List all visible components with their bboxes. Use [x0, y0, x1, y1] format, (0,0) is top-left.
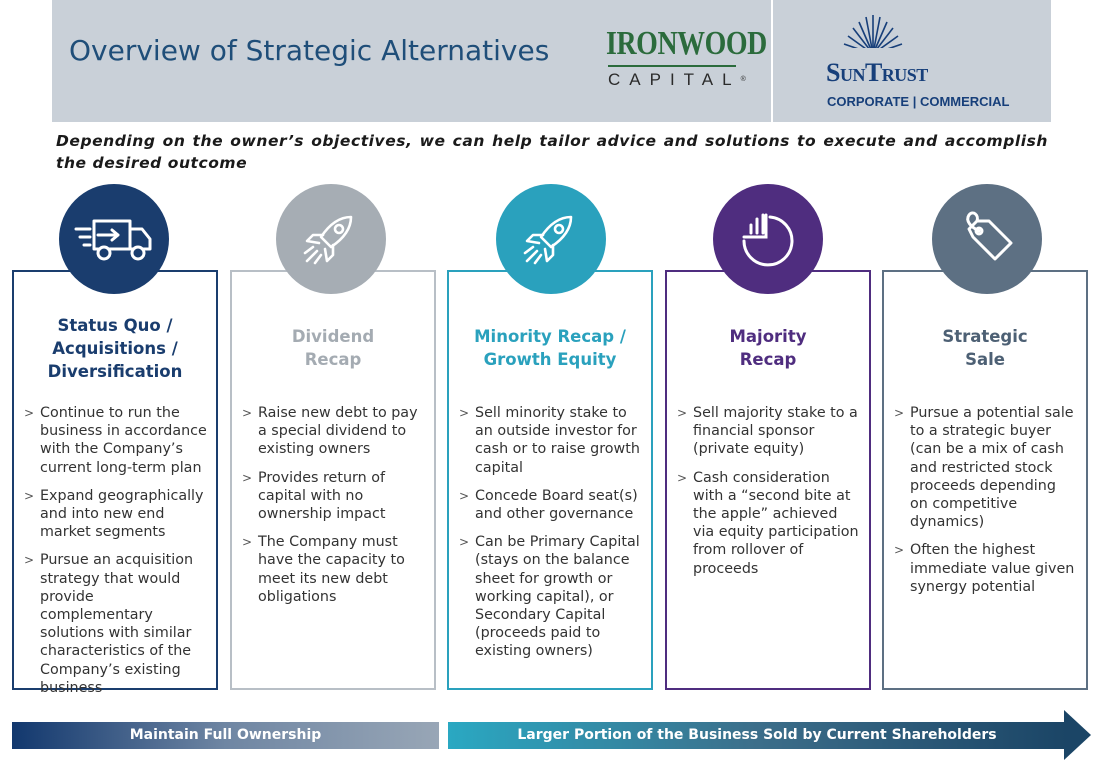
price-tag-icon	[932, 184, 1042, 294]
column-dividend-recap	[230, 270, 436, 690]
sunburst-icon	[838, 14, 908, 56]
column-minority-recap	[447, 270, 653, 690]
column-title: Dividend Recap	[291, 327, 375, 369]
portion-sold-band: Larger Portion of the Business Sold by Current Shareholders	[448, 722, 1066, 749]
maintain-ownership-band: Maintain Full Ownership	[12, 722, 439, 749]
rocket-icon	[276, 184, 386, 294]
ironwood-logo-sub: CAPITAL®	[608, 70, 746, 89]
ironwood-logo-name: IRONWOOD	[606, 25, 767, 62]
list-item: > Often the highest immediate value given synergy potential	[894, 541, 1078, 596]
list-item: > Raise new debt to pay a special dividend to existing owners	[242, 404, 426, 459]
column-majority-recap	[665, 270, 871, 690]
column-strategic-sale	[882, 270, 1088, 690]
list-item: > Continue to run the business in accordance with the Company’s current long-term plan	[24, 404, 208, 477]
subtitle: Depending on the owner’s objectives, we can help tailor advice and solutions to execute and accomplish the desired outcome	[56, 132, 1048, 172]
list-item: > The Company must have the capacity to meet its new debt obligations	[242, 533, 426, 606]
header-divider	[771, 0, 773, 122]
bullet-list	[677, 404, 861, 588]
list-item: > Concede Board seat(s) and other governance	[459, 487, 643, 523]
list-item: > Sell minority stake to an outside investor for cash or to raise growth capital	[459, 404, 643, 477]
suntrust-logo	[822, 14, 1022, 114]
truck-icon	[59, 184, 169, 294]
header-banner	[52, 0, 1051, 122]
list-item: > Cash consideration with a “second bite at the apple” achieved via equity participation from rollover of proceeds	[677, 469, 861, 578]
list-item: > Can be Primary Capital (stays on the balance sheet for growth or working capital), or Secondary Capital (proceeds paid to existing owners)	[459, 533, 643, 660]
ironwood-logo-rule	[608, 65, 736, 67]
list-item: > Pursue an acquisition strategy that would provide complementary solutions with similar characteristics of the Company’s existing business	[24, 551, 208, 697]
arrow-head-icon	[1064, 710, 1092, 760]
column-title: Minority Recap / Growth Equity	[474, 327, 626, 369]
ironwood-capital-logo	[606, 25, 767, 96]
list-item: > Provides return of capital with no ownership impact	[242, 469, 426, 524]
list-item: > Expand geographically and into new end market segments	[24, 487, 208, 542]
page-title: Overview of Strategic Alternatives	[69, 34, 550, 67]
bullet-list	[894, 404, 1078, 606]
bullet-list	[24, 404, 208, 707]
column-title: Status Quo / Acquisitions / Diversification	[47, 316, 183, 381]
suntrust-logo-sub: CORPORATE | COMMERCIAL	[827, 94, 1010, 109]
list-item: > Pursue a potential sale to a strategic buyer (can be a mix of cash and restricted stock proceeds depending on competitive dynamics)	[894, 404, 1078, 531]
rocket-icon	[496, 184, 606, 294]
suntrust-logo-name: SunTrust	[826, 58, 928, 87]
bullet-list	[242, 404, 426, 616]
column-title: Strategic Sale	[942, 327, 1028, 369]
column-title: Majority Recap	[729, 327, 807, 369]
column-status-quo	[12, 270, 218, 696]
bullet-list	[459, 404, 643, 671]
list-item: > Sell majority stake to a financial sponsor (private equity)	[677, 404, 861, 459]
pie-chart-icon	[713, 184, 823, 294]
